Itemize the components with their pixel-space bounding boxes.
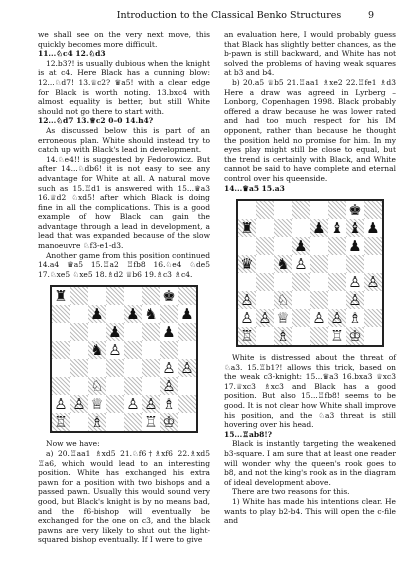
board-square [70, 359, 88, 377]
board-square [310, 201, 328, 219]
board-square [70, 323, 88, 341]
board-square [328, 255, 346, 273]
black-king-icon: ♚ [346, 201, 364, 219]
board-square [52, 323, 70, 341]
board-square [88, 323, 106, 341]
board-square [52, 305, 70, 323]
board-square [256, 255, 274, 273]
black-pawn-icon: ♟ [364, 219, 382, 237]
white-pawn-icon: ♙ [346, 273, 364, 291]
paragraph: 1) White has made his intentions clear. He wants to play b2-b4. This will open the c-file and [224, 497, 396, 526]
board-square [328, 237, 346, 255]
board-square [292, 327, 310, 345]
board-square [106, 359, 124, 377]
paragraph: b) 20.a5 ♕b5 21.♖aa1 ♗xe2 22.♖fe1 ♗d3 Here a draw was agreed in Lyrberg – Lonborg, Copenhagen 1998. Black probably offered a draw because he was lower rated and had too much respect for his IM opponent, rather than because he thought the position held no promise for him. In my eyes play might still be close to equal, but the trend is certainly with Black, and White cannot be said to have complete and eternal control over his queenside. [224, 77, 396, 183]
white-pawn-icon: ♙ [292, 255, 310, 273]
board-square [364, 291, 382, 309]
board-square [106, 413, 124, 431]
paragraph: an evaluation here, I would probably guess that Black has slightly better chances, as the b-pawn is still backward, and White has not solved the problems of having weak squares at b3 and b4. [224, 30, 396, 78]
board-square [124, 341, 142, 359]
white-pawn-icon: ♙ [70, 395, 88, 413]
board-square [346, 255, 364, 273]
paragraph: As discussed below this is part of an erroneous plan. White should instead try to catch up with Black's lead in development. [38, 125, 210, 155]
board-square [256, 273, 274, 291]
board-square [328, 201, 346, 219]
white-queen-icon: ♕ [88, 395, 106, 413]
paragraph: White is distressed about the threat of ♘a3. 15.♖b1?! allows this trick, based on the weak c3-knight: 15...♛a3 16.bxa3 ♕xc3 17.♕xc3 ♗xc3 and Black has a good position. But also 15...♖fb8! seems to be good. It is not clear how White shall improve his position, and the ♘a3 threat is still hovering over his head. [224, 353, 396, 430]
board-square [52, 377, 70, 395]
chess-diagram-2 [236, 199, 384, 347]
black-pawn-icon: ♟ [124, 305, 142, 323]
move-heading: 15...♖ab8!? [224, 429, 273, 439]
white-pawn-icon: ♙ [124, 395, 142, 413]
board-square [88, 287, 106, 305]
board-square [142, 341, 160, 359]
move-heading: 11...♘c4 12.♘d3 [38, 49, 106, 59]
white-pawn-icon: ♙ [238, 291, 256, 309]
white-bishop-icon: ♗ [274, 327, 292, 345]
white-queen-icon: ♕ [274, 309, 292, 327]
board-square [274, 273, 292, 291]
board-square [292, 219, 310, 237]
board-square [310, 237, 328, 255]
board-square [124, 287, 142, 305]
black-bishop-icon: ♝ [328, 219, 346, 237]
board-square [274, 219, 292, 237]
page-header [0, 10, 416, 28]
black-pawn-icon: ♟ [178, 305, 196, 323]
black-king-icon: ♚ [160, 287, 178, 305]
board-square [238, 201, 256, 219]
board-square [364, 327, 382, 345]
board-square [178, 287, 196, 305]
board-square [70, 305, 88, 323]
board-square [178, 341, 196, 359]
paragraph: 14.♘e4!! is suggested by Fedorowicz. But after 14...♘db6! it is not easy to see any advantage for White at all. A natural move such as 15.♖d1 is answered with 15...♛a3 16.♕d2 ♘xd5! after which Black is doing fine in all the complications. This is a good example of how Black can gain the advantage through a lead in development, a lead that was expanded because of the slow manoeuvre ♘f3-e1-d3. [38, 154, 210, 251]
board-square [292, 291, 310, 309]
white-rook-icon: ♖ [142, 413, 160, 431]
black-knight-icon: ♞ [274, 255, 292, 273]
white-knight-icon: ♘ [88, 377, 106, 395]
board-square [256, 291, 274, 309]
black-pawn-icon: ♟ [292, 237, 310, 255]
white-pawn-icon: ♙ [142, 395, 160, 413]
board-square [274, 201, 292, 219]
board-square [160, 305, 178, 323]
white-king-icon: ♔ [346, 327, 364, 345]
white-pawn-icon: ♙ [238, 309, 256, 327]
board-square [256, 219, 274, 237]
board-square [124, 377, 142, 395]
board-square [142, 287, 160, 305]
move-heading: 12...♘d7 13.♕c2 0–0 14.h4? [38, 116, 154, 126]
white-pawn-icon: ♙ [364, 273, 382, 291]
board-square [106, 395, 124, 413]
board-square [124, 323, 142, 341]
board-square [256, 327, 274, 345]
white-bishop-icon: ♗ [346, 309, 364, 327]
white-rook-icon: ♖ [238, 327, 256, 345]
white-pawn-icon: ♙ [160, 377, 178, 395]
white-rook-icon: ♖ [328, 327, 346, 345]
running-title: Introduction to the Classical Benko Structures [116, 10, 342, 21]
board-square [328, 291, 346, 309]
board-square [106, 305, 124, 323]
chess-diagram-1 [50, 285, 198, 433]
white-pawn-icon: ♙ [178, 359, 196, 377]
paragraph: Black is instantly targeting the weakened b3-square. I am sure that at least one reader will wonder why the queen's rook goes to b8, and not the king's rook as in the diagram of ideal development above. [224, 439, 396, 487]
board-square [142, 323, 160, 341]
black-knight-icon: ♞ [142, 305, 160, 323]
board-square [178, 323, 196, 341]
board-square [364, 201, 382, 219]
black-pawn-icon: ♟ [160, 323, 178, 341]
board-square [256, 201, 274, 219]
black-pawn-icon: ♟ [88, 305, 106, 323]
black-bishop-icon: ♝ [346, 219, 364, 237]
white-pawn-icon: ♙ [310, 309, 328, 327]
white-pawn-icon: ♙ [52, 395, 70, 413]
board-square [70, 341, 88, 359]
board-square [88, 359, 106, 377]
board-square [142, 377, 160, 395]
board-square [292, 201, 310, 219]
white-pawn-icon: ♙ [106, 341, 124, 359]
board-square [52, 359, 70, 377]
paragraph: Another game from this position continued 14.a4 ♛a5 15.♖a2 ♖fb8 16.♘e4 ♘de5 17.♘xe5 ♘xe5 18.♗d2 ♕b6 19.♗c3 ♗c4. [38, 250, 210, 279]
white-pawn-icon: ♙ [328, 309, 346, 327]
paragraph: we shall see on the very next move, this quickly becomes more difficult. [38, 30, 210, 49]
board-square [178, 377, 196, 395]
board-square [310, 255, 328, 273]
board-square [364, 237, 382, 255]
left-column [38, 30, 210, 545]
black-pawn-icon: ♟ [106, 323, 124, 341]
paragraph: a) 20.♖aa1 ♗xd5 21.♘f6†♗xf6 22.♗xd5 ♖a6, which would lead to an interesting position. White has exchanged his extra pawn for a position with two bishops and a passed pawn. Usually this would sound very good, but Black's knight is by no means bad, and the f6-bishop will eventually be exchanged for the one on c3, and the black pawns are very likely to shut out the light-squared bishop eventually. If I were to give [38, 449, 210, 545]
board-square [106, 377, 124, 395]
white-rook-icon: ♖ [52, 413, 70, 431]
board-square [292, 273, 310, 291]
board-square [70, 287, 88, 305]
board-square [238, 237, 256, 255]
white-pawn-icon: ♙ [160, 359, 178, 377]
board-square [52, 341, 70, 359]
white-pawn-icon: ♙ [256, 309, 274, 327]
black-rook-icon: ♜ [52, 287, 70, 305]
board-square [292, 309, 310, 327]
board-square [310, 327, 328, 345]
board-square [124, 413, 142, 431]
black-pawn-icon: ♟ [310, 219, 328, 237]
page-number: 9 [367, 10, 374, 21]
board-square [310, 291, 328, 309]
board-square [160, 341, 178, 359]
board-square [256, 237, 274, 255]
white-pawn-icon: ♙ [346, 291, 364, 309]
white-knight-icon: ♘ [274, 291, 292, 309]
board-square [142, 359, 160, 377]
black-pawn-icon: ♟ [346, 237, 364, 255]
black-knight-icon: ♞ [88, 341, 106, 359]
board-square [364, 255, 382, 273]
board-square [328, 273, 346, 291]
move-heading: 14...♛a5 15.a3 [224, 183, 285, 193]
board-square [310, 273, 328, 291]
paragraph: Now we have: [46, 439, 100, 449]
white-king-icon: ♔ [160, 413, 178, 431]
board-square [178, 395, 196, 413]
board-square [124, 359, 142, 377]
board-square [274, 237, 292, 255]
black-queen-icon: ♛ [238, 255, 256, 273]
paragraph: 12.b3?! is usually dubious when the knight is at c4. Here Black has a cunning blow: 12...♘d7! 13.♕c2? ♛a5! with a clear edge for Black is worth noting. 13.bxc4 with almost equality is better, but still White should not go there to start with. [38, 58, 210, 116]
white-bishop-icon: ♗ [160, 395, 178, 413]
board-square [178, 413, 196, 431]
board-square [238, 273, 256, 291]
board-square [70, 377, 88, 395]
paragraph: There are two reasons for this. [232, 487, 350, 497]
board-square [106, 287, 124, 305]
board-square [70, 413, 88, 431]
white-bishop-icon: ♗ [88, 413, 106, 431]
black-rook-icon: ♜ [238, 219, 256, 237]
board-square [364, 309, 382, 327]
right-column [224, 30, 396, 526]
